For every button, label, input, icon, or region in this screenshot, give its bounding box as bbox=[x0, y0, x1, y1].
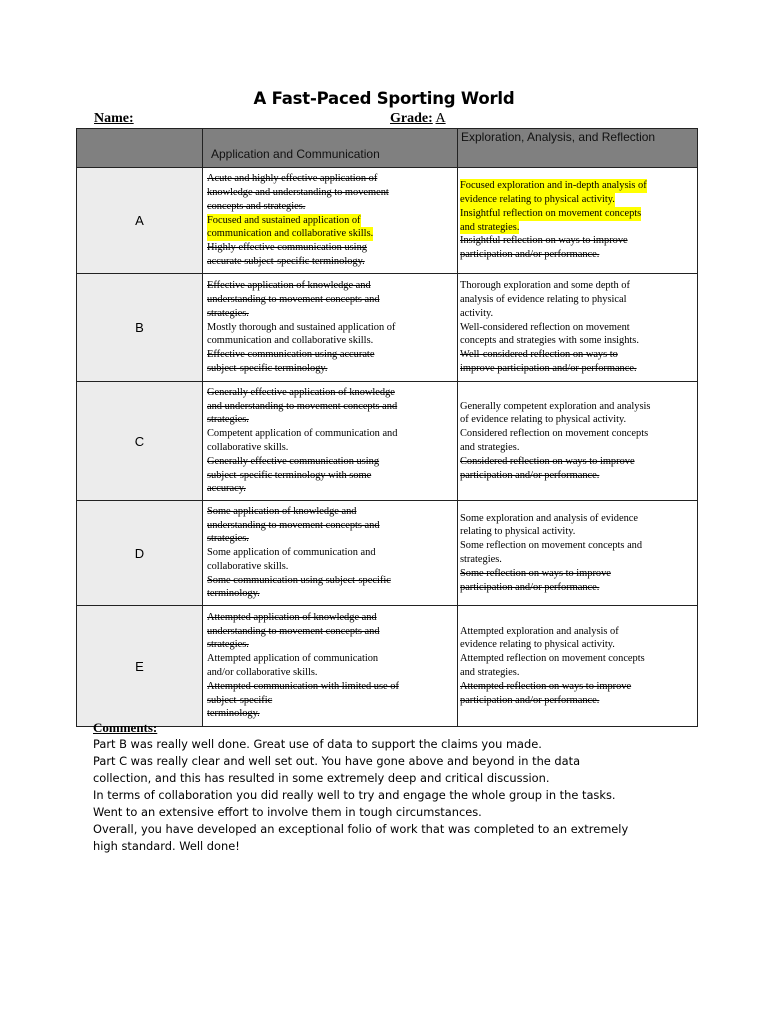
exploration-cell bbox=[458, 501, 698, 606]
exploration-cell bbox=[458, 606, 698, 727]
criterion-line: analysis of evidence relating to physical bbox=[460, 294, 627, 305]
application-cell bbox=[203, 606, 458, 727]
criterion-line: Attempted reflection on movement concepts bbox=[460, 653, 645, 665]
exploration-cell bbox=[458, 168, 698, 274]
rubric-row-e bbox=[77, 606, 698, 727]
criterion-line: subject-specific bbox=[207, 694, 273, 706]
criterion-line: communication and collaborative skills. bbox=[207, 335, 374, 347]
comment-line: Overall, you have developed an exceptional folio of work that was completed to an extremely bbox=[93, 822, 629, 836]
grade-field bbox=[390, 111, 446, 127]
criterion-line: Some reflection on movement concepts and bbox=[460, 540, 643, 552]
criterion-line: concepts and strategies with some insights. bbox=[460, 335, 639, 347]
criterion-line: strategies. bbox=[207, 307, 249, 319]
criterion-line: Some communication using subject-specific bbox=[207, 574, 391, 586]
comment-line: high standard. Well done! bbox=[93, 839, 240, 853]
criterion-line: understanding to movement concepts and bbox=[207, 625, 380, 637]
rubric-row-b bbox=[77, 274, 698, 382]
criterion-line: Some application of knowledge and bbox=[207, 505, 357, 517]
document-title: A Fast-Paced Sporting World bbox=[253, 89, 515, 108]
grade-cell: B bbox=[77, 274, 203, 382]
comments-body bbox=[93, 736, 713, 855]
criterion-line: understanding to movement concepts and bbox=[207, 519, 380, 531]
rubric-row-d bbox=[77, 501, 698, 606]
criterion-line: Attempted exploration and analysis of bbox=[460, 625, 619, 637]
criterion-line: Attempted communication with limited use of bbox=[207, 680, 399, 692]
criterion-line: Competent application of communication and bbox=[207, 428, 398, 440]
criterion-line: and strategies. bbox=[460, 667, 520, 678]
criterion-line: improve participation and/or performance. bbox=[460, 362, 637, 374]
exploration-cell bbox=[458, 274, 698, 382]
criterion-line: Generally effective application of knowledge bbox=[207, 386, 395, 398]
criterion-line: Insightful reflection on movement concepts bbox=[460, 207, 642, 219]
comments-label: Comments: bbox=[93, 720, 158, 735]
criterion-line: Focused and sustained application of bbox=[207, 214, 361, 226]
criterion-line: understanding to movement concepts and bbox=[207, 294, 380, 305]
exploration-cell bbox=[458, 382, 698, 501]
comment-line: Part C was really clear and well set out. You have gone above and beyond in the data bbox=[93, 754, 581, 768]
criterion-line: Well-considered reflection on ways to bbox=[460, 349, 618, 361]
header-exploration: Exploration, Analysis, and Reflection bbox=[458, 129, 698, 168]
criterion-line: collaborative skills. bbox=[207, 442, 289, 453]
criterion-line: terminology. bbox=[207, 588, 260, 600]
criterion-line: activity. bbox=[460, 307, 494, 319]
criterion-line: Effective communication using accurate bbox=[207, 349, 375, 361]
criterion-line: concepts and strategies. bbox=[207, 200, 306, 212]
criterion-line: accurate subject-specific terminology. bbox=[207, 255, 365, 267]
application-cell bbox=[203, 274, 458, 382]
criterion-line: Generally effective communication using bbox=[207, 455, 380, 467]
comment-line: In terms of collaboration you did really well to try and engage the whole group in the tasks. bbox=[93, 788, 616, 802]
criterion-line: Some reflection on ways to improve bbox=[460, 567, 611, 579]
criterion-line: and strategies. bbox=[460, 442, 520, 453]
criterion-line: Some exploration and analysis of evidence bbox=[460, 512, 639, 524]
rubric-row-a bbox=[77, 168, 698, 274]
criterion-line: and strategies. bbox=[460, 221, 520, 233]
criterion-line: terminology. bbox=[207, 708, 260, 720]
criterion-line: Thorough exploration and some depth of bbox=[460, 280, 630, 292]
criterion-line: strategies. bbox=[207, 639, 249, 651]
criterion-line: Acute and highly effective application of bbox=[207, 173, 378, 185]
criterion-line: and understanding to movement concepts and bbox=[207, 400, 398, 412]
criterion-line: Attempted reflection on ways to improve bbox=[460, 680, 632, 692]
application-cell bbox=[203, 168, 458, 274]
criterion-line: relating to physical activity. bbox=[460, 526, 576, 538]
criterion-line: knowledge and understanding to movement bbox=[207, 187, 389, 198]
criterion-line: strategies. bbox=[460, 554, 502, 565]
grade-cell: C bbox=[77, 382, 203, 501]
criterion-line: communication and collaborative skills. bbox=[207, 228, 374, 240]
criterion-line: Some application of communication and bbox=[207, 547, 376, 559]
criterion-line: Attempted application of communication bbox=[207, 653, 379, 665]
criterion-line: strategies. bbox=[207, 414, 249, 426]
comment-line: Went to an extensive effort to involve them in tough circumstances. bbox=[93, 805, 482, 819]
comment-line: collection, and this has resulted in some extremely deep and critical discussion. bbox=[93, 771, 550, 785]
rubric-table bbox=[76, 128, 698, 727]
criterion-line: Well-considered reflection on movement bbox=[460, 321, 630, 333]
grade-value: A bbox=[435, 111, 446, 126]
criterion-line: and/or collaborative skills. bbox=[207, 667, 318, 678]
criterion-line: participation and/or performance. bbox=[460, 581, 600, 593]
criterion-line: Considered reflection on ways to improve bbox=[460, 455, 635, 467]
application-cell bbox=[203, 382, 458, 501]
header-blank-cell bbox=[77, 129, 203, 168]
criterion-line: evidence relating to physical activity. bbox=[460, 193, 615, 205]
criterion-line: Focused exploration and in-depth analysis of bbox=[460, 180, 647, 192]
grade-cell: E bbox=[77, 606, 203, 727]
criterion-line: strategies. bbox=[207, 533, 249, 545]
criterion-line: Mostly thorough and sustained application of bbox=[207, 321, 396, 333]
grade-cell: A bbox=[77, 168, 203, 274]
criterion-line: participation and/or performance. bbox=[460, 694, 600, 706]
header-application: Application and Communication bbox=[203, 129, 458, 168]
criterion-line: Insightful reflection on ways to improve bbox=[460, 235, 628, 247]
criterion-line: subject-specific terminology with some bbox=[207, 469, 372, 481]
grade-cell: D bbox=[77, 501, 203, 606]
criterion-line: Highly effective communication using bbox=[207, 242, 367, 254]
criterion-line: Considered reflection on movement concepts bbox=[460, 428, 649, 440]
criterion-line: Attempted application of knowledge and bbox=[207, 611, 377, 623]
name-label: Name: bbox=[94, 111, 134, 126]
criterion-line: Generally competent exploration and analysis bbox=[460, 400, 651, 412]
criterion-line: collaborative skills. bbox=[207, 560, 289, 572]
grade-label: Grade: bbox=[390, 111, 433, 126]
rubric-row-c bbox=[77, 382, 698, 501]
criterion-line: accuracy. bbox=[207, 483, 246, 495]
application-cell bbox=[203, 501, 458, 606]
criterion-line: evidence relating to physical activity. bbox=[460, 639, 615, 651]
criterion-line: subject-specific terminology. bbox=[207, 362, 328, 374]
rubric-header-row bbox=[77, 129, 698, 168]
criterion-line: participation and/or performance. bbox=[460, 249, 600, 261]
comment-line: Part B was really well done. Great use of data to support the claims you made. bbox=[93, 737, 542, 751]
criterion-line: Effective application of knowledge and bbox=[207, 280, 371, 292]
criterion-line: of evidence relating to physical activity. bbox=[460, 414, 627, 426]
criterion-line: participation and/or performance. bbox=[460, 469, 600, 481]
